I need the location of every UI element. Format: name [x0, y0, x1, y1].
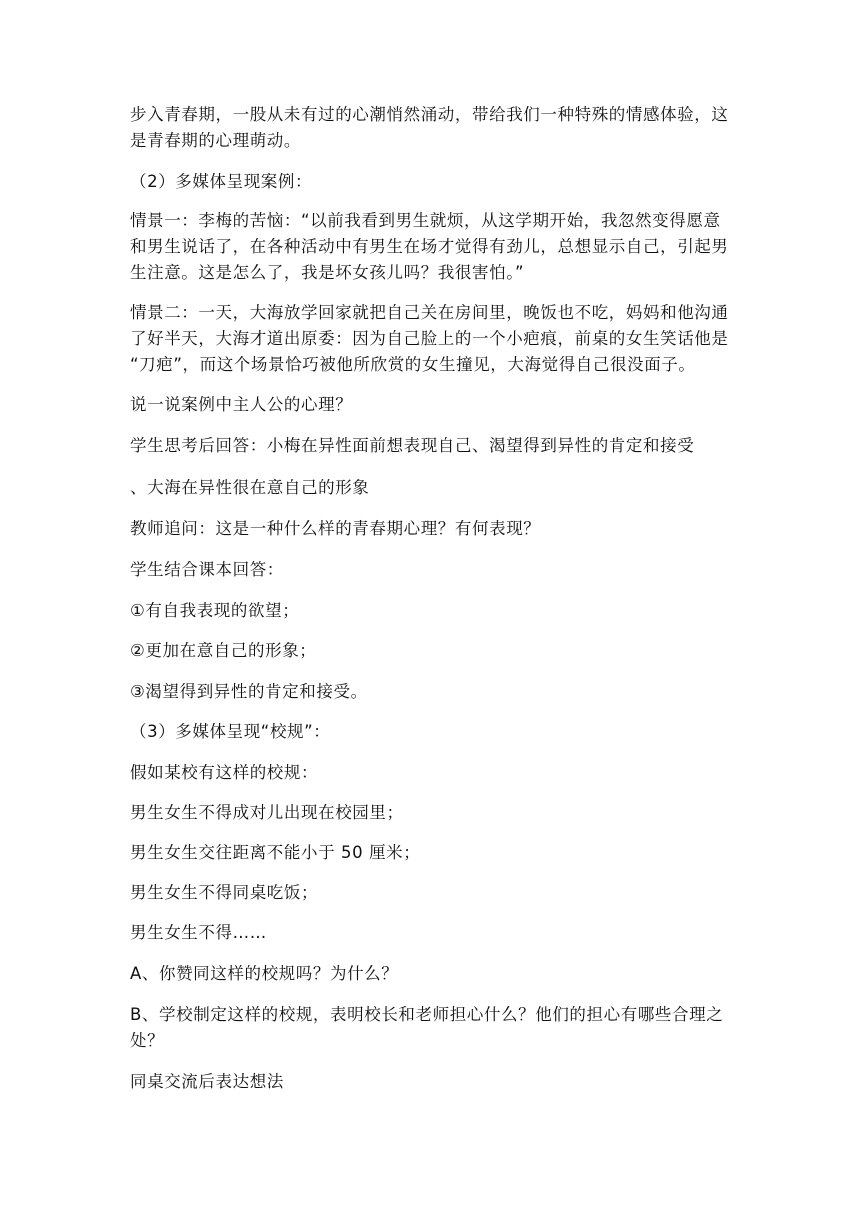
text-line: 男生女生不得同桌吃饭； [130, 883, 319, 902]
text-line: ③渴望得到异性的肯定和接受。 [130, 682, 368, 701]
list-item-3 [130, 679, 740, 705]
text-line: 同桌交流后表达想法 [130, 1072, 284, 1091]
paragraph-question [130, 392, 740, 418]
text-line: 生注意。这是怎么了，我是坏女孩儿吗？我很害怕。” [130, 263, 525, 282]
text-line: A、你赞同这样的校规吗？为什么？ [130, 964, 399, 983]
paragraph-closing [130, 1069, 740, 1095]
text-line: 男生女生交往距离不能小于 50 厘米； [130, 843, 421, 862]
text-line: 教师追问：这是一种什么样的青春期心理？有何表现？ [130, 519, 541, 538]
text-line: 和男生说话了，在各种活动中有男生在场才觉得有劲儿，总想显示自己，引起男 [130, 237, 729, 256]
text-line: 学生结合课本回答： [130, 560, 284, 579]
question-b [130, 1002, 740, 1054]
text-line: 情景二：一天，大海放学回家就把自己关在房间里，晚饭也不吃，妈妈和他沟通 [130, 303, 729, 322]
text-line: 是青春期的心理萌动。 [130, 131, 301, 150]
text-line: B、学校制定这样的校规，表明校长和老师担心什么？他们的担心有哪些合理之 [130, 1005, 724, 1024]
paragraph-student-answer-continued [130, 475, 740, 501]
paragraph-intro [130, 102, 740, 154]
text-line: （3）多媒体呈现“校规”： [130, 722, 331, 741]
text-line: 步入青春期，一股从未有过的心潮悄然涌动，带给我们一种特殊的情感体验，这 [130, 105, 729, 124]
text-line: 情景一：李梅的苦恼：“以前我看到男生就烦，从这学期开始，我忽然变得愿意 [130, 211, 721, 230]
rule-item-3 [130, 880, 740, 906]
paragraph-textbook-answer [130, 557, 740, 583]
rule-item-4 [130, 920, 740, 946]
paragraph-section-3-heading [130, 719, 740, 745]
paragraph-section-2-heading [130, 169, 740, 195]
text-line: ①有自我表现的欲望； [130, 601, 300, 620]
text-line: 假如某校有这样的校规： [130, 763, 319, 782]
paragraph-scenario-2 [130, 300, 740, 378]
list-item-2 [130, 638, 740, 664]
text-line: 男生女生不得成对儿出现在校园里； [130, 803, 404, 822]
text-line: 说一说案例中主人公的心理？ [130, 395, 353, 414]
question-a [130, 961, 740, 987]
rule-item-1 [130, 800, 740, 826]
paragraph-scenario-1 [130, 208, 740, 286]
text-line: 男生女生不得…… [130, 923, 267, 942]
text-line: （2）多媒体呈现案例： [130, 172, 313, 191]
paragraph-rules-intro [130, 760, 740, 786]
paragraph-student-answer [130, 433, 740, 459]
text-line: 了好半天，大海才道出原委：因为自己脸上的一个小疤痕，前桌的女生笑话他是 [130, 329, 729, 348]
text-line: 处？ [130, 1031, 165, 1050]
text-line: ②更加在意自己的形象； [130, 641, 317, 660]
text-line: “刀疤”，而这个场景恰巧被他所欣赏的女生撞见，大海觉得自己很没面子。 [130, 355, 696, 374]
rule-item-2 [130, 840, 740, 866]
paragraph-teacher-followup [130, 516, 740, 542]
text-line: 、大海在异性很在意自己的形象 [130, 478, 370, 497]
text-line: 学生思考后回答：小梅在异性面前想表现自己、渴望得到异性的肯定和接受 [130, 436, 695, 455]
list-item-1 [130, 598, 740, 624]
